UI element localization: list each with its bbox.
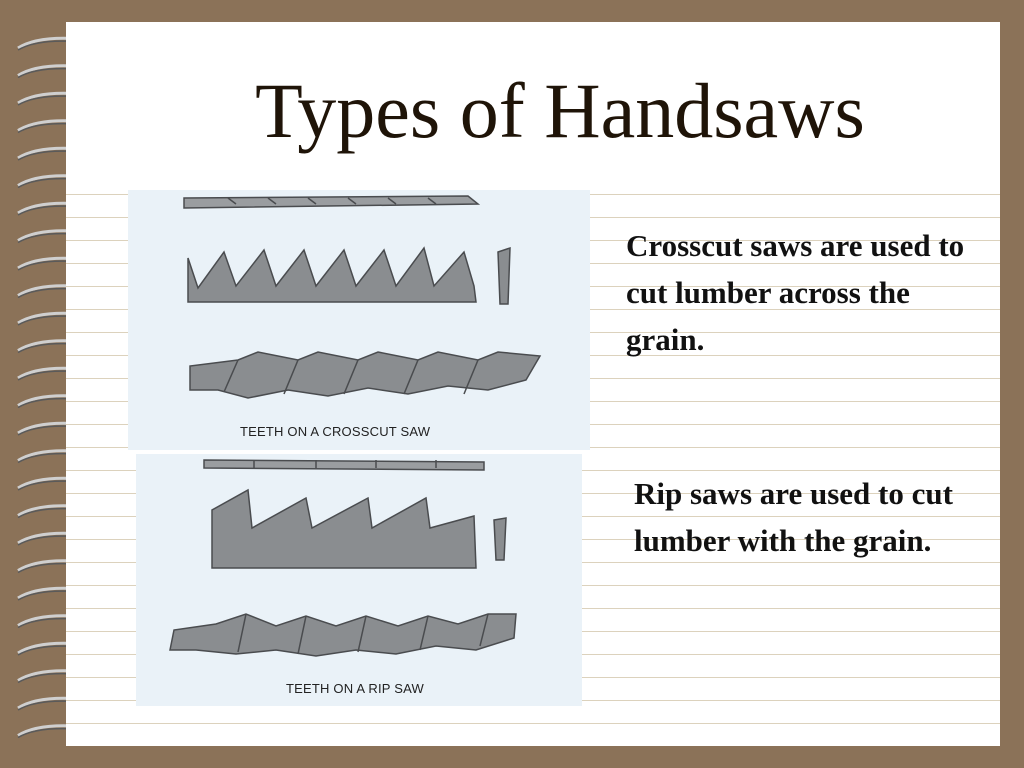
crosscut-caption: TEETH ON A CROSSCUT SAW <box>240 424 431 439</box>
rip-description: Rip saws are used to cut lumber with the grain. <box>634 476 953 558</box>
rip-caption: TEETH ON A RIP SAW <box>286 681 424 696</box>
crosscut-saw-illustration <box>128 190 590 450</box>
slide-title: Types of Handsaws <box>255 67 865 154</box>
rip-saw-teeth-icon <box>136 454 582 706</box>
crosscut-description: Crosscut saws are used to cut lumber across the grain. <box>626 228 965 357</box>
crosscut-saw-teeth-icon <box>128 190 590 450</box>
rip-saw-illustration <box>136 454 582 706</box>
